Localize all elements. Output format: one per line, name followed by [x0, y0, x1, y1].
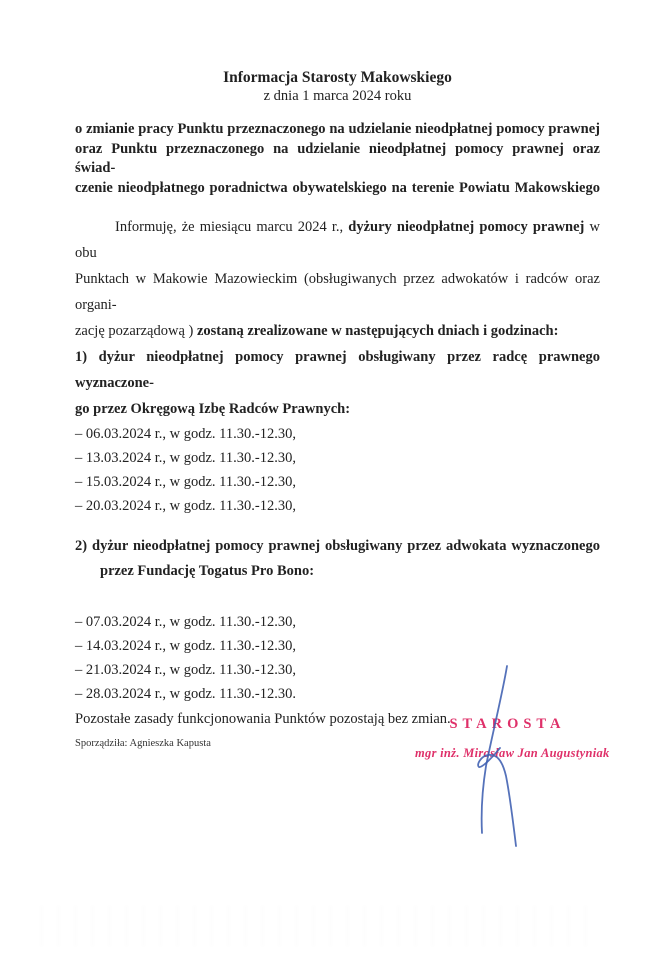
section2-heading [75, 534, 600, 584]
section1-heading-line: 1) dyżur nieodpłatnej pomocy prawnej obsługiwany przez radcę prawnego wyznaczone- [75, 349, 600, 391]
intro-line [75, 214, 600, 266]
intro-text: zację pozarządową ) [75, 323, 197, 339]
scan-noise-artifact [40, 906, 600, 946]
list-item: – 15.03.2024 r., w godz. 11.30.-12.30, [75, 474, 296, 490]
list-item: – 28.03.2024 r., w godz. 11.30.-12.30. [75, 686, 296, 702]
subject-paragraph [75, 120, 600, 198]
subject-line: oraz Punktu przeznaczonego na udzielanie nieodpłatnej pomocy prawnej oraz świad- [75, 140, 600, 176]
section2-heading-line: przez Fundację Togatus Pro Bono: [100, 563, 315, 579]
document-title: Informacja Starosty Makowskiego [223, 69, 452, 86]
signature-stamp [415, 715, 610, 761]
stamp-title: STAROSTA [449, 716, 566, 732]
stamp-name: mgr inż. Mirosław Jan Augustyniak [415, 746, 610, 760]
closing-statement: Pozostałe zasady funkcjonowania Punktów pozostają bez zmian. [75, 711, 451, 727]
intro-paragraph [75, 214, 600, 422]
list-item: – 14.03.2024 r., w godz. 11.30.-12.30, [75, 638, 296, 654]
section2-date-list [75, 610, 600, 706]
subject-line: o zmianie pracy Punktu przeznaczonego na udzielanie nieodpłatnej pomocy prawnej [75, 121, 600, 137]
section2-heading-line: 2) dyżur nieodpłatnej pomocy prawnej obsługiwany przez adwokata wyznaczonego [75, 538, 600, 554]
signature-stroke [478, 748, 516, 846]
section1-date-list [75, 422, 600, 518]
intro-text: w obu [75, 219, 600, 261]
list-item: – 13.03.2024 r., w godz. 11.30.-12.30, [75, 450, 296, 466]
list-item: – 20.03.2024 r., w godz. 11.30.-12.30, [75, 498, 296, 514]
document-content [75, 68, 600, 751]
list-item: – 21.03.2024 r., w godz. 11.30.-12.30, [75, 662, 296, 678]
list-item: – 07.03.2024 r., w godz. 11.30.-12.30, [75, 614, 296, 630]
intro-text-bold: dyżury nieodpłatnej pomocy prawnej [348, 219, 585, 235]
intro-text: Informuję, że miesiącu marcu 2024 r., [115, 219, 349, 235]
section1-heading-line: go przez Okręgową Izbę Radców Prawnych: [75, 401, 351, 417]
list-item: – 06.03.2024 r., w godz. 11.30.-12.30, [75, 426, 296, 442]
subject-line: czenie nieodpłatnego poradnictwa obywatelskiego na terenie Powiatu Makowskiego [75, 179, 600, 196]
intro-line [75, 318, 600, 344]
prepared-by-note: Sporządziła: Agnieszka Kapusta [75, 738, 211, 749]
document-dateline: z dnia 1 marca 2024 roku [263, 88, 412, 104]
intro-line: Punktach w Makowie Mazowieckim (obsługiwanych przez adwokatów i radców oraz organi- [75, 271, 600, 313]
intro-text-bold: zostaną zrealizowane w następujących dniach i godzinach: [196, 323, 559, 339]
